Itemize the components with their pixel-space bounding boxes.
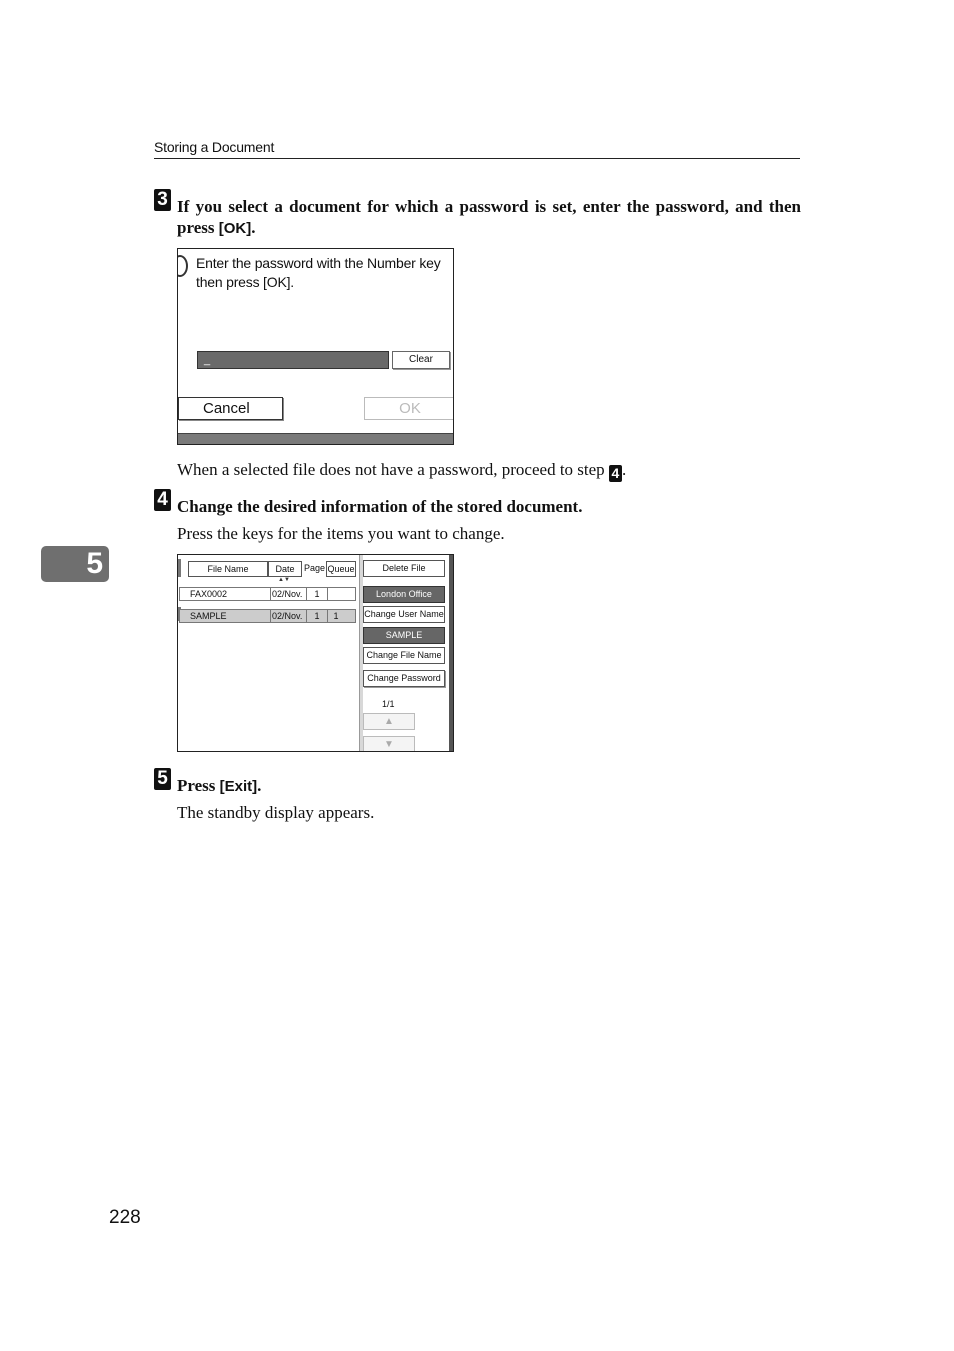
step-3-note-text: When a selected file does not have a password, proceed to step [177, 460, 609, 479]
column-file-name[interactable]: File Name [188, 561, 268, 577]
password-prompt-line-1: Enter the password with the Number key [196, 255, 441, 271]
change-file-name-button[interactable]: Change File Name [363, 647, 445, 664]
column-date[interactable]: Date [268, 561, 302, 577]
column-queue[interactable]: Queue [326, 561, 356, 577]
change-password-button[interactable]: Change Password [363, 670, 445, 687]
page-cell: 1 [306, 610, 328, 622]
step-marker-5: 5 [154, 768, 171, 790]
page-number: 228 [109, 1207, 141, 1228]
stored-file-screen [177, 554, 454, 752]
page-count: 1/1 [382, 699, 395, 709]
step-marker-4: 4 [154, 489, 171, 511]
sort-arrows-icon: ▲▼ [278, 577, 290, 583]
password-input[interactable]: _ [197, 351, 389, 369]
step-3-heading-text: If you select a document for which a password is set, enter the password, and then press [177, 197, 801, 237]
date-cell: 02/Nov. [272, 611, 303, 621]
table-row[interactable] [179, 609, 356, 623]
change-user-name-button[interactable]: Change User Name [363, 606, 445, 623]
screen-right-edge [449, 555, 453, 751]
delete-file-button[interactable]: Delete File [363, 560, 445, 577]
running-header: Storing a Document [154, 139, 275, 155]
user-name-value: London Office [363, 586, 445, 603]
password-prompt-line-2: then press [OK]. [196, 274, 294, 290]
step-5-heading [177, 775, 261, 797]
step-marker-3: 3 [154, 189, 171, 211]
password-entry-screen [177, 248, 454, 445]
file-name-cell: SAMPLE [190, 611, 227, 621]
screen-bottom-bar [178, 433, 453, 444]
column-page: Page [304, 563, 326, 573]
step-5-heading-end: . [257, 776, 262, 795]
step-4-reference-icon: 4 [609, 465, 622, 482]
scroll-down-button[interactable]: ▼ [363, 736, 415, 752]
ok-button[interactable]: OK [364, 397, 454, 420]
queue-cell: 1 [333, 611, 339, 621]
file-name-value: SAMPLE [363, 627, 445, 644]
selection-indicator [178, 559, 181, 577]
step-3-note [177, 459, 626, 482]
step-3-note-end: . [621, 460, 627, 479]
ok-key-reference: [OK] [218, 220, 252, 237]
step-3-heading [177, 196, 801, 239]
clear-button[interactable]: Clear [392, 351, 450, 369]
chapter-tab: 5 [41, 546, 109, 582]
step-4-heading: Change the desired information of the stored document. [177, 497, 583, 516]
step-5-heading-text: Press [177, 776, 220, 795]
file-name-cell: FAX0002 [190, 589, 228, 599]
page-cell: 1 [306, 588, 328, 600]
busy-icon [177, 255, 188, 277]
step-5-body: The standby display appears. [177, 803, 375, 822]
exit-key-reference: [Exit] [219, 778, 258, 795]
header-rule [154, 158, 800, 159]
step-3-heading-end: . [251, 218, 256, 237]
scroll-up-button[interactable]: ▲ [363, 713, 415, 730]
table-row[interactable] [179, 587, 356, 601]
cancel-button[interactable]: Cancel [178, 397, 283, 420]
password-prompt [196, 254, 441, 292]
date-cell: 02/Nov. [272, 589, 303, 599]
step-4-body: Press the keys for the items you want to change. [177, 524, 505, 543]
